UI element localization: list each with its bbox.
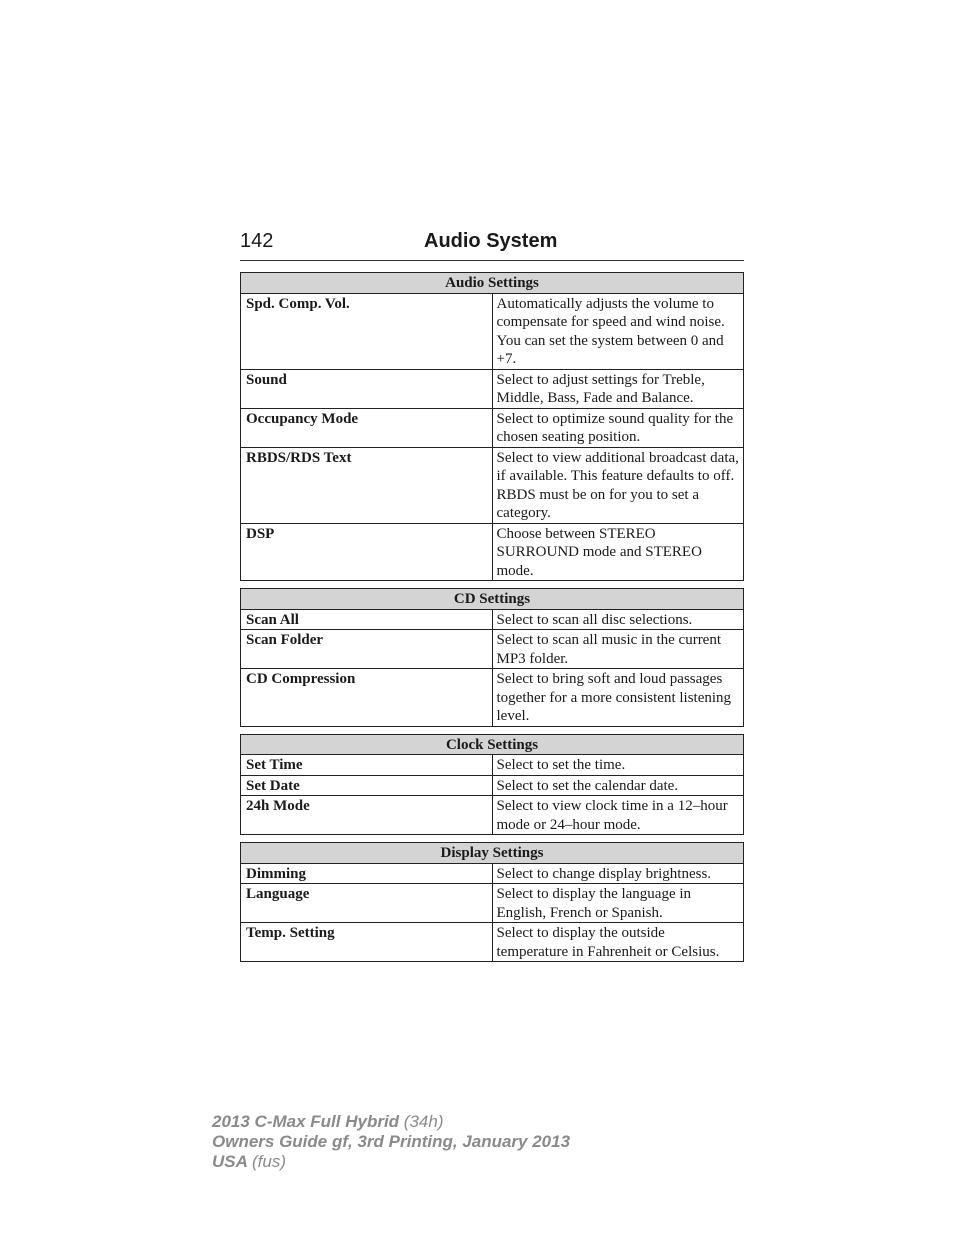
table-title: Display Settings — [241, 843, 744, 864]
table-row — [241, 293, 744, 369]
table-title: Clock Settings — [241, 734, 744, 755]
setting-description: Select to scan all disc selections. — [492, 609, 744, 630]
table-title: CD Settings — [241, 589, 744, 610]
clock-settings-table — [240, 734, 744, 836]
footer-guide: Owners Guide gf, 3rd Printing, January 2013 — [212, 1132, 571, 1151]
setting-description: Select to display the language in English, French or Spanish. — [492, 884, 744, 923]
setting-name: Set Time — [241, 755, 493, 776]
table-row — [241, 369, 744, 408]
setting-name: Set Date — [241, 775, 493, 796]
cd-settings-table — [240, 588, 744, 727]
table-row — [241, 884, 744, 923]
table-row — [241, 523, 744, 581]
table-row — [241, 923, 744, 962]
footer-market-code: (fus) — [252, 1152, 286, 1171]
settings-tables — [240, 272, 744, 969]
footer-line — [212, 1112, 570, 1132]
setting-description: Select to optimize sound quality for the chosen seating position. — [492, 408, 744, 447]
table-title: Audio Settings — [241, 273, 744, 294]
table-row — [241, 755, 744, 776]
setting-name: Occupancy Mode — [241, 408, 493, 447]
footer-model-code: (34h) — [403, 1112, 444, 1131]
setting-description: Select to adjust settings for Treble, Middle, Bass, Fade and Balance. — [492, 369, 744, 408]
setting-name: Language — [241, 884, 493, 923]
table-row — [241, 775, 744, 796]
display-settings-table — [240, 842, 744, 962]
setting-description — [492, 293, 744, 369]
table-row — [241, 609, 744, 630]
setting-name: 24h Mode — [241, 796, 493, 835]
table-row — [241, 447, 744, 523]
footer-market: USA — [212, 1152, 248, 1171]
setting-description: Select to set the calendar date. — [492, 775, 744, 796]
audio-settings-table — [240, 272, 744, 581]
setting-description: Choose between STEREO SURROUND mode and STEREO mode. — [492, 523, 744, 581]
footer-line — [212, 1152, 570, 1172]
setting-name: Scan Folder — [241, 630, 493, 669]
setting-description: Select to change display brightness. — [492, 863, 744, 884]
table-row — [241, 796, 744, 835]
table-row — [241, 863, 744, 884]
setting-description: Select to view clock time in a 12–hour mode or 24–hour mode. — [492, 796, 744, 835]
setting-description: Select to view additional broadcast data, if available. This feature defaults to off. RBDS must be on for you to set a category. — [492, 447, 744, 523]
setting-name: RBDS/RDS Text — [241, 447, 493, 523]
setting-description: Select to bring soft and loud passages together for a more consistent listening level. — [492, 669, 744, 727]
page-title: Audio System — [424, 230, 558, 252]
page-header — [240, 228, 744, 261]
setting-name: Scan All — [241, 609, 493, 630]
setting-description: Select to set the time. — [492, 755, 744, 776]
page-number: 142 — [240, 230, 274, 252]
table-row — [241, 630, 744, 669]
table-row — [241, 408, 744, 447]
setting-name: CD Compression — [241, 669, 493, 727]
footer-model: 2013 C-Max Full Hybrid — [212, 1112, 400, 1131]
setting-description: Select to display the outside temperature in Fahrenheit or Celsius. — [492, 923, 744, 962]
setting-name: Sound — [241, 369, 493, 408]
setting-name: Temp. Setting — [241, 923, 493, 962]
setting-name: Dimming — [241, 863, 493, 884]
setting-name: DSP — [241, 523, 493, 581]
table-row — [241, 669, 744, 727]
page-footer — [212, 1112, 570, 1172]
description-line: Automatically adjusts the volume to compensate for speed and wind noise. — [496, 295, 725, 330]
setting-name: Spd. Comp. Vol. — [241, 293, 493, 369]
setting-description: Select to scan all music in the current MP3 folder. — [492, 630, 744, 669]
description-line: You can set the system between 0 and +7. — [496, 332, 724, 367]
